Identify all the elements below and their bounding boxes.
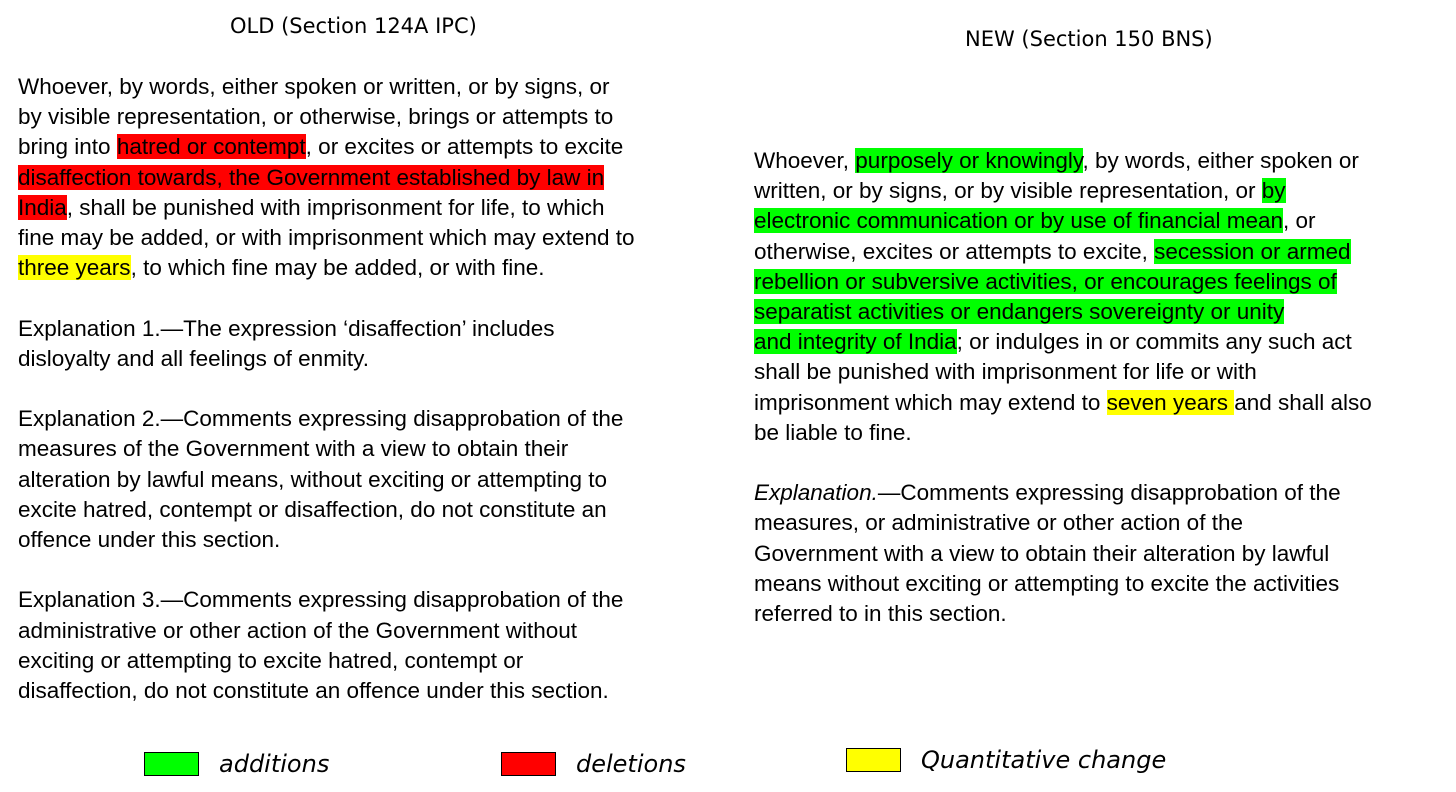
text-segment: —Comments expressing disapprobation of the (877, 480, 1341, 506)
new-text-line (754, 508, 1243, 538)
new-text-line (754, 327, 1352, 357)
text-segment: disaffection, do not constitute an offence under this section. (18, 678, 609, 703)
new-text-line (754, 388, 1372, 418)
text-segment: measures, or administrative or other action of the (754, 510, 1243, 536)
text-segment: offence under this section. (18, 527, 281, 552)
legend-label-additions: additions (219, 750, 330, 778)
old-text-line (18, 72, 610, 102)
text-segment: administrative or other action of the Government without (18, 617, 578, 643)
old-text-line (18, 132, 623, 162)
new-text-line (754, 146, 1359, 176)
new-section-title: NEW (Section 150 BNS) (965, 27, 1213, 51)
text-segment: Explanation. (754, 480, 878, 506)
legend-item-deletions (501, 750, 686, 778)
text-segment: by visible representation, or otherwise, brings or attempts to (18, 104, 614, 130)
text-segment: fine may be added, or with imprisonment which may extend to (18, 225, 635, 250)
old-text-line (18, 616, 577, 646)
legend-label-quantitative-change: Quantitative change (921, 746, 1167, 774)
new-text-line (754, 539, 1329, 569)
quantitative-change-text: seven years (1106, 389, 1235, 415)
text-segment: ; or indulges in or commits any such act (956, 329, 1352, 355)
added-text: and integrity of India (754, 329, 957, 355)
legend-label-deletions: deletions (576, 750, 686, 778)
text-segment: , to which fine may be added, or with fine. (130, 255, 545, 281)
text-segment: exciting or attempting to excite hatred, contempt or (18, 647, 524, 673)
old-text-line (18, 223, 635, 253)
text-segment: alteration by lawful means, without exciting or attempting to (18, 466, 608, 492)
old-text-line (18, 495, 607, 525)
text-segment: , shall be punished with imprisonment for life, to which (66, 194, 605, 220)
text-segment: , or excites or attempts to excite (305, 134, 624, 160)
added-text: secession or armed (1154, 238, 1351, 264)
deletions-swatch (501, 752, 556, 776)
old-text-line (18, 525, 280, 555)
text-segment: Government with a view to obtain their alteration by lawful (754, 540, 1330, 566)
text-segment: Explanation 2.—Comments expressing disapprobation of the (18, 406, 624, 432)
old-text-line (18, 163, 604, 193)
deleted-text: hatred or contempt (116, 134, 306, 160)
added-text: by (1261, 178, 1286, 204)
new-text-line (754, 176, 1286, 206)
text-segment: excite hatred, contempt or disaffection, do not constitute an (18, 496, 607, 522)
additions-swatch (144, 752, 199, 776)
old-text-line (18, 404, 623, 434)
new-text-line (754, 267, 1337, 297)
text-segment: otherwise, excites or attempts to excite, (754, 238, 1155, 264)
text-segment: shall be punished with imprisonment for life or with (754, 359, 1257, 385)
old-text-line (18, 253, 545, 283)
old-text-line (18, 434, 568, 464)
new-text-line (754, 357, 1257, 387)
new-text-line (754, 599, 1007, 629)
text-segment: referred to in this section. (754, 601, 1007, 626)
text-segment: measures of the Government with a view to obtain their (18, 436, 569, 462)
old-text-line (18, 676, 609, 706)
text-segment: imprisonment which may extend to (754, 389, 1107, 415)
new-text-line (754, 569, 1339, 599)
quantitative-change-text: three years (18, 255, 131, 281)
text-segment: Whoever, (754, 148, 856, 173)
new-text-line (754, 418, 912, 448)
added-text: purposely or knowingly (855, 148, 1083, 173)
old-text-line (18, 314, 555, 344)
text-segment: , or (1283, 208, 1316, 234)
old-section-title: OLD (Section 124A IPC) (230, 14, 477, 38)
old-text-line (18, 102, 613, 132)
new-text-line (754, 206, 1316, 236)
legend-item-quantitative-change (846, 746, 1166, 774)
text-segment: Explanation 1.—The expression ‘disaffection’ includes (18, 315, 555, 341)
text-segment: bring into (18, 134, 117, 160)
text-segment: , by words, either spoken or (1082, 148, 1359, 173)
old-text-line (18, 193, 605, 223)
text-segment: disloyalty and all feelings of enmity. (18, 345, 370, 371)
text-segment: written, or by signs, or by visible representation, or (754, 178, 1262, 204)
text-segment: and shall also (1234, 389, 1372, 415)
text-segment: Whoever, by words, either spoken or written, or by signs, or (18, 74, 610, 99)
old-text-line (18, 646, 523, 676)
text-segment: be liable to fine. (754, 419, 912, 445)
new-text-line (754, 297, 1284, 327)
added-text: electronic communication or by use of financial mean (754, 208, 1284, 234)
text-segment: Explanation 3.—Comments expressing disapprobation of the (18, 587, 624, 613)
old-text-line (18, 465, 607, 495)
text-segment: means without exciting or attempting to excite the activities (754, 570, 1340, 596)
added-text: separatist activities or endangers sovereignty or unity (754, 299, 1285, 324)
old-text-line (18, 344, 369, 374)
quantitative-change-swatch (846, 748, 901, 772)
added-text: rebellion or subversive activities, or encourages feelings of (754, 268, 1337, 294)
new-text-line (754, 237, 1351, 267)
legend-item-additions (144, 750, 329, 778)
old-text-line (18, 585, 623, 615)
new-text-line (754, 478, 1341, 508)
deleted-text: disaffection towards, the Government established by law in (18, 164, 605, 190)
deleted-text: India (18, 194, 67, 220)
